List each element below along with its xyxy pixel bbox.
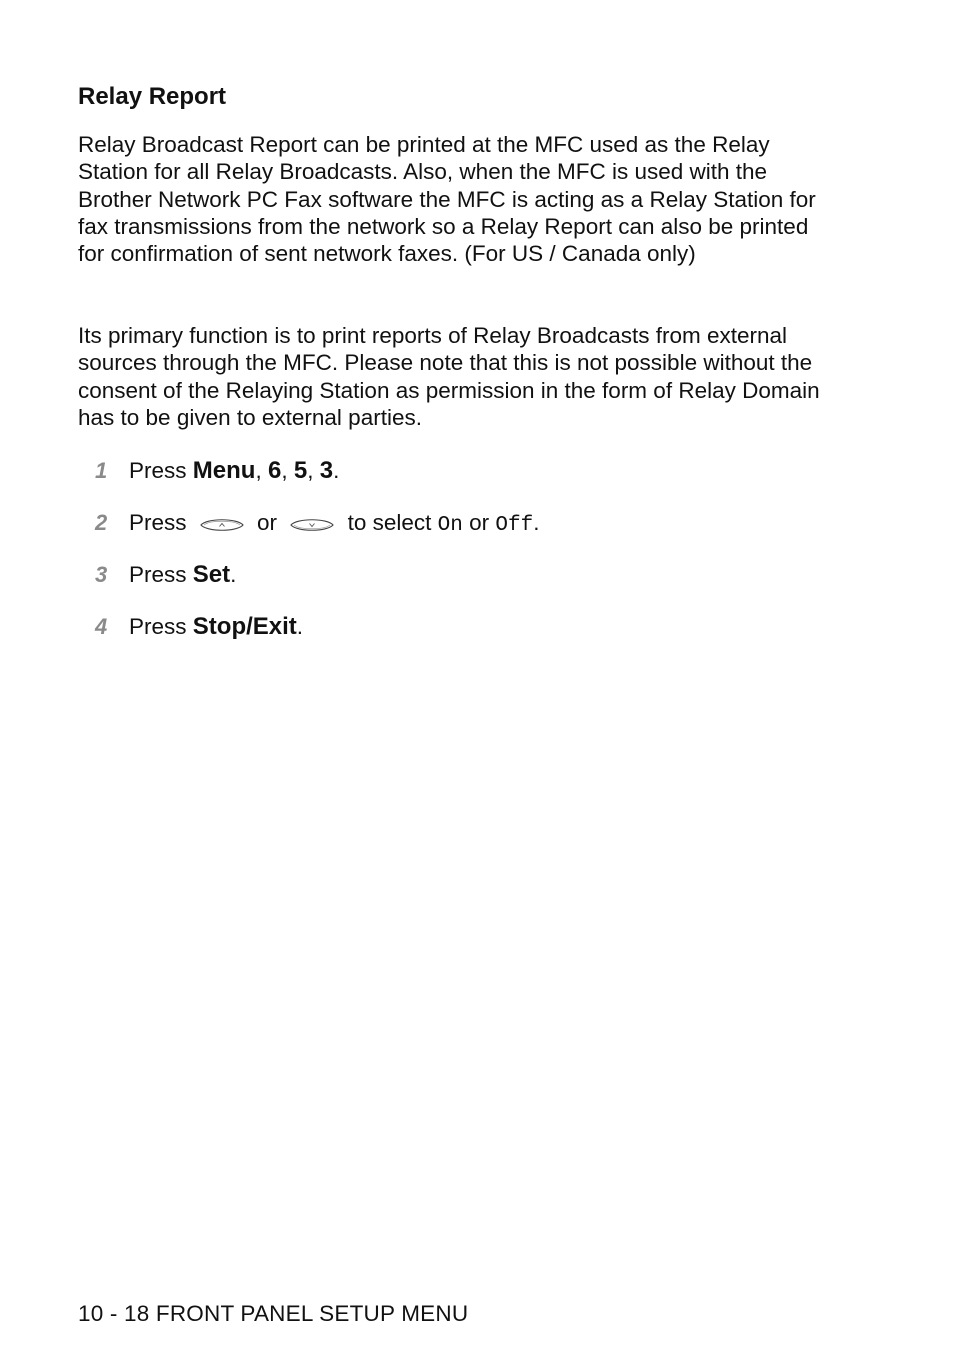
terminator: . xyxy=(230,562,237,587)
option-off: Off xyxy=(495,514,534,537)
terminator: . xyxy=(533,510,540,535)
step-text xyxy=(129,612,303,642)
step-text xyxy=(129,456,339,486)
terminator: . xyxy=(333,458,340,483)
step-text xyxy=(129,508,540,541)
stop-exit-key-label: Stop/Exit xyxy=(192,613,297,640)
terminator: . xyxy=(296,614,304,639)
option-on: On xyxy=(437,514,463,537)
set-key-label: Set xyxy=(192,561,231,588)
step-list xyxy=(78,456,540,664)
key-6-label: 6 xyxy=(267,457,282,484)
step-verb: Press xyxy=(129,614,187,639)
step-text xyxy=(129,560,236,590)
section-heading: Relay Report xyxy=(78,83,227,110)
step-verb: Press xyxy=(129,510,187,535)
page-footer: 10 - 18 FRONT PANEL SETUP MENU xyxy=(78,1301,469,1326)
down-arrow-key-icon xyxy=(289,511,335,541)
or-text: or xyxy=(469,510,490,535)
intro-paragraph: Relay Broadcast Report can be printed at the MFC used as the Relay Station for all Relay Broadcasts. Also, when the MFC is used with the Brother Network PC Fax software the MFC is acting as a Relay Station for fax transmissions from the network so a Relay Report can also be printed for confirmation of sent network faxes. (For US / Canada only) xyxy=(78,132,816,267)
separator: , xyxy=(281,458,288,483)
key-5-label: 5 xyxy=(293,457,308,484)
separator: , xyxy=(307,458,314,483)
step-number: 2 xyxy=(95,510,108,535)
step-number: 3 xyxy=(95,562,108,587)
key-3-label: 3 xyxy=(319,457,334,484)
step-4 xyxy=(78,612,540,664)
step-number: 1 xyxy=(95,458,108,483)
step-2 xyxy=(78,508,540,560)
up-arrow-key-icon xyxy=(199,511,245,541)
or-text: or xyxy=(257,510,278,535)
step-number: 4 xyxy=(95,614,108,639)
separator: , xyxy=(255,458,262,483)
to-select-text: to select xyxy=(347,510,432,535)
step-verb: Press xyxy=(129,562,187,587)
step-3 xyxy=(78,560,540,612)
menu-key-label: Menu xyxy=(192,457,256,484)
step-verb: Press xyxy=(129,458,187,483)
step-1 xyxy=(78,456,540,508)
function-paragraph: Its primary function is to print reports of Relay Broadcasts from external sources through the MFC. Please note that this is not possible without the consent of the Relaying Station as permission in the form of Relay Domain has to be given to external parties. xyxy=(78,323,820,430)
